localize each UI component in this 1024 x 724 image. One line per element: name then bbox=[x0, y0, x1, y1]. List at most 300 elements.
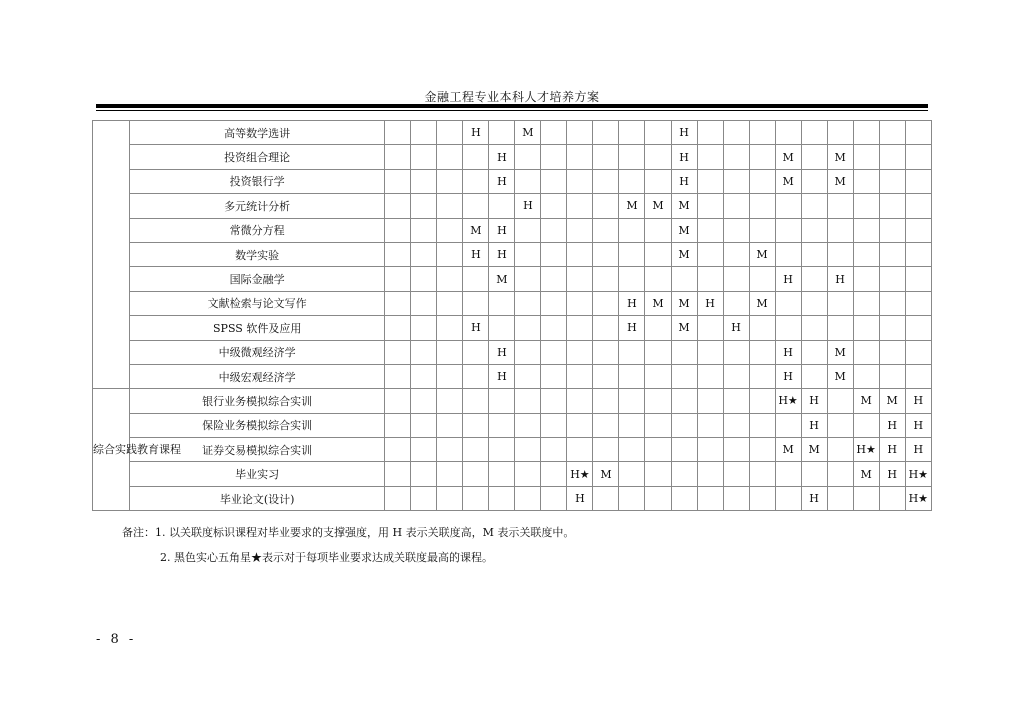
relevance-cell bbox=[775, 413, 801, 437]
relevance-cell bbox=[723, 218, 749, 242]
table-row bbox=[93, 413, 932, 437]
relevance-cell bbox=[515, 364, 541, 388]
relevance-cell bbox=[645, 218, 671, 242]
relevance-cell bbox=[385, 291, 411, 315]
relevance-cell bbox=[593, 413, 619, 437]
relevance-cell bbox=[619, 145, 645, 169]
relevance-cell bbox=[593, 389, 619, 413]
relevance-cell: H bbox=[801, 413, 827, 437]
relevance-cell: H bbox=[463, 242, 489, 266]
relevance-cell bbox=[541, 194, 567, 218]
relevance-cell bbox=[853, 121, 879, 145]
relevance-cell bbox=[541, 242, 567, 266]
relevance-cell: H★ bbox=[853, 438, 879, 462]
relevance-cell bbox=[671, 438, 697, 462]
relevance-cell bbox=[775, 121, 801, 145]
relevance-cell bbox=[411, 413, 437, 437]
relevance-cell bbox=[437, 121, 463, 145]
relevance-cell bbox=[411, 145, 437, 169]
relevance-cell bbox=[697, 267, 723, 291]
relevance-cell bbox=[723, 121, 749, 145]
course-name-cell: 银行业务模拟综合实训 bbox=[130, 389, 385, 413]
relevance-cell bbox=[411, 340, 437, 364]
relevance-cell bbox=[619, 267, 645, 291]
relevance-cell bbox=[463, 194, 489, 218]
relevance-cell bbox=[905, 169, 931, 193]
relevance-cell bbox=[411, 194, 437, 218]
relevance-cell bbox=[463, 145, 489, 169]
relevance-cell: H bbox=[905, 438, 931, 462]
relevance-cell bbox=[515, 145, 541, 169]
category-cell bbox=[93, 121, 130, 389]
relevance-cell bbox=[801, 218, 827, 242]
relevance-cell bbox=[567, 316, 593, 340]
relevance-cell bbox=[411, 218, 437, 242]
relevance-cell bbox=[593, 218, 619, 242]
relevance-cell bbox=[515, 218, 541, 242]
relevance-cell bbox=[801, 169, 827, 193]
relevance-cell bbox=[437, 145, 463, 169]
relevance-cell bbox=[749, 267, 775, 291]
relevance-cell bbox=[723, 389, 749, 413]
relevance-cell bbox=[827, 121, 853, 145]
relevance-cell: M bbox=[671, 218, 697, 242]
relevance-cell bbox=[593, 438, 619, 462]
relevance-cell bbox=[411, 486, 437, 510]
table-row bbox=[93, 267, 932, 291]
relevance-cell: H bbox=[489, 218, 515, 242]
header-rule-thin bbox=[96, 110, 928, 111]
relevance-cell: H★ bbox=[775, 389, 801, 413]
relevance-cell bbox=[385, 218, 411, 242]
relevance-cell bbox=[567, 291, 593, 315]
relevance-cell bbox=[489, 486, 515, 510]
relevance-cell: H bbox=[463, 316, 489, 340]
relevance-cell: M bbox=[879, 389, 905, 413]
relevance-cell bbox=[385, 462, 411, 486]
relevance-cell bbox=[489, 121, 515, 145]
relevance-cell: H bbox=[489, 169, 515, 193]
relevance-cell bbox=[593, 242, 619, 266]
table-row bbox=[93, 121, 932, 145]
relevance-cell bbox=[749, 462, 775, 486]
course-name-cell: 保险业务模拟综合实训 bbox=[130, 413, 385, 437]
relevance-cell: H bbox=[489, 340, 515, 364]
relevance-cell bbox=[463, 438, 489, 462]
relevance-cell bbox=[853, 291, 879, 315]
relevance-cell bbox=[697, 316, 723, 340]
relevance-cell bbox=[541, 169, 567, 193]
relevance-cell bbox=[879, 145, 905, 169]
course-name-cell: 中级微观经济学 bbox=[130, 340, 385, 364]
relevance-cell bbox=[853, 169, 879, 193]
relevance-cell bbox=[593, 486, 619, 510]
relevance-cell bbox=[541, 389, 567, 413]
relevance-cell bbox=[489, 291, 515, 315]
table-row bbox=[93, 242, 932, 266]
relevance-cell bbox=[905, 316, 931, 340]
relevance-cell bbox=[619, 169, 645, 193]
relevance-cell bbox=[541, 121, 567, 145]
relevance-cell bbox=[567, 194, 593, 218]
relevance-cell bbox=[645, 169, 671, 193]
relevance-cell bbox=[723, 291, 749, 315]
page-number: - 8 - bbox=[96, 632, 137, 647]
relevance-cell bbox=[385, 194, 411, 218]
notes bbox=[122, 520, 574, 570]
relevance-cell bbox=[645, 413, 671, 437]
relevance-cell bbox=[645, 145, 671, 169]
relevance-cell: H bbox=[489, 364, 515, 388]
relevance-cell bbox=[879, 340, 905, 364]
relevance-cell bbox=[749, 194, 775, 218]
relevance-cell bbox=[515, 242, 541, 266]
relevance-cell bbox=[541, 291, 567, 315]
table-row bbox=[93, 462, 932, 486]
relevance-cell bbox=[411, 389, 437, 413]
relevance-cell bbox=[879, 121, 905, 145]
relevance-cell: M bbox=[749, 242, 775, 266]
relevance-cell bbox=[411, 169, 437, 193]
relevance-cell bbox=[541, 316, 567, 340]
relevance-cell bbox=[411, 267, 437, 291]
relevance-cell: M bbox=[671, 291, 697, 315]
relevance-cell: M bbox=[489, 267, 515, 291]
relevance-cell bbox=[775, 291, 801, 315]
table-row bbox=[93, 218, 932, 242]
relevance-cell: M bbox=[645, 291, 671, 315]
relevance-cell bbox=[437, 364, 463, 388]
relevance-cell bbox=[879, 267, 905, 291]
relevance-cell bbox=[593, 316, 619, 340]
relevance-cell bbox=[463, 340, 489, 364]
relevance-cell: H bbox=[671, 121, 697, 145]
table-row bbox=[93, 145, 932, 169]
relevance-cell bbox=[385, 121, 411, 145]
relevance-cell bbox=[775, 242, 801, 266]
relevance-cell bbox=[437, 413, 463, 437]
relevance-cell bbox=[411, 364, 437, 388]
relevance-cell: H bbox=[879, 462, 905, 486]
relevance-cell: M bbox=[463, 218, 489, 242]
relevance-cell bbox=[411, 438, 437, 462]
relevance-cell: M bbox=[775, 145, 801, 169]
relevance-cell bbox=[463, 267, 489, 291]
relevance-cell bbox=[723, 340, 749, 364]
relevance-cell bbox=[749, 486, 775, 510]
relevance-cell bbox=[775, 218, 801, 242]
note-2: 2. 黑色实心五角星★表示对于每项毕业要求达成关联度最高的课程。 bbox=[160, 551, 493, 564]
relevance-cell bbox=[827, 462, 853, 486]
relevance-cell: M bbox=[775, 438, 801, 462]
relevance-cell bbox=[801, 340, 827, 364]
relevance-cell bbox=[593, 340, 619, 364]
relevance-cell bbox=[749, 316, 775, 340]
relevance-cell bbox=[905, 145, 931, 169]
relevance-cell bbox=[801, 267, 827, 291]
relevance-cell: H bbox=[697, 291, 723, 315]
relevance-cell bbox=[645, 486, 671, 510]
relevance-cell: M bbox=[619, 194, 645, 218]
relevance-cell bbox=[697, 169, 723, 193]
relevance-cell: H bbox=[879, 413, 905, 437]
relevance-cell bbox=[489, 462, 515, 486]
relevance-cell bbox=[515, 462, 541, 486]
relevance-cell bbox=[879, 218, 905, 242]
relevance-cell bbox=[853, 242, 879, 266]
note-1: 备注：1. 以关联度标识课程对毕业要求的支撑强度，用 H 表示关联度高，M 表示关联度中。 bbox=[122, 526, 575, 539]
table-row bbox=[93, 291, 932, 315]
relevance-cell bbox=[515, 291, 541, 315]
relevance-cell bbox=[489, 194, 515, 218]
relevance-cell bbox=[437, 218, 463, 242]
relevance-cell: H bbox=[463, 121, 489, 145]
relevance-cell bbox=[827, 316, 853, 340]
relevance-cell bbox=[385, 486, 411, 510]
relevance-cell: H bbox=[567, 486, 593, 510]
relevance-cell: H bbox=[619, 316, 645, 340]
relevance-cell bbox=[541, 438, 567, 462]
relevance-cell bbox=[827, 218, 853, 242]
course-name-cell: 国际金融学 bbox=[130, 267, 385, 291]
relevance-cell: H bbox=[775, 267, 801, 291]
relevance-cell bbox=[567, 340, 593, 364]
relevance-cell bbox=[411, 462, 437, 486]
relevance-cell bbox=[723, 169, 749, 193]
relevance-cell bbox=[515, 486, 541, 510]
relevance-cell bbox=[801, 121, 827, 145]
table-row bbox=[93, 169, 932, 193]
relevance-cell bbox=[879, 316, 905, 340]
relevance-cell bbox=[879, 486, 905, 510]
relevance-cell bbox=[437, 316, 463, 340]
relevance-cell bbox=[645, 242, 671, 266]
relevance-cell bbox=[879, 194, 905, 218]
relevance-cell bbox=[827, 486, 853, 510]
relevance-cell: H bbox=[671, 145, 697, 169]
relevance-cell: M bbox=[827, 145, 853, 169]
course-name-cell: 毕业论文(设计) bbox=[130, 486, 385, 510]
relevance-cell: H bbox=[905, 413, 931, 437]
relevance-cell bbox=[593, 169, 619, 193]
relevance-cell bbox=[801, 364, 827, 388]
relevance-cell bbox=[541, 486, 567, 510]
course-name-cell: SPSS 软件及应用 bbox=[130, 316, 385, 340]
relevance-cell: M bbox=[515, 121, 541, 145]
relevance-cell bbox=[567, 364, 593, 388]
relevance-cell bbox=[905, 340, 931, 364]
relevance-cell bbox=[827, 291, 853, 315]
relevance-cell: H bbox=[489, 242, 515, 266]
relevance-cell: M bbox=[749, 291, 775, 315]
relevance-cell bbox=[567, 169, 593, 193]
relevance-cell: M bbox=[671, 194, 697, 218]
relevance-cell bbox=[515, 169, 541, 193]
relevance-cell bbox=[905, 218, 931, 242]
relevance-cell: H bbox=[801, 389, 827, 413]
relevance-cell: M bbox=[671, 242, 697, 266]
relevance-cell bbox=[697, 121, 723, 145]
relevance-cell bbox=[645, 462, 671, 486]
relevance-cell bbox=[853, 316, 879, 340]
relevance-cell bbox=[593, 364, 619, 388]
relevance-cell bbox=[801, 194, 827, 218]
relevance-cell: M bbox=[801, 438, 827, 462]
relevance-cell bbox=[463, 389, 489, 413]
relevance-cell: H bbox=[801, 486, 827, 510]
relevance-cell bbox=[437, 340, 463, 364]
relevance-cell bbox=[853, 218, 879, 242]
relevance-cell bbox=[697, 340, 723, 364]
relevance-cell: M bbox=[827, 364, 853, 388]
relevance-cell bbox=[489, 389, 515, 413]
relevance-cell bbox=[541, 267, 567, 291]
relevance-cell bbox=[385, 389, 411, 413]
relevance-cell bbox=[801, 291, 827, 315]
relevance-cell: H bbox=[723, 316, 749, 340]
course-name-cell: 毕业实习 bbox=[130, 462, 385, 486]
relevance-cell bbox=[489, 438, 515, 462]
relevance-cell bbox=[723, 242, 749, 266]
relevance-cell bbox=[567, 438, 593, 462]
relevance-cell bbox=[697, 194, 723, 218]
relevance-cell bbox=[671, 413, 697, 437]
relevance-cell bbox=[697, 438, 723, 462]
relevance-cell bbox=[723, 486, 749, 510]
relevance-cell bbox=[437, 169, 463, 193]
relevance-cell bbox=[645, 389, 671, 413]
relevance-cell bbox=[801, 145, 827, 169]
relevance-cell bbox=[463, 291, 489, 315]
relevance-cell bbox=[853, 267, 879, 291]
relevance-cell bbox=[879, 291, 905, 315]
course-name-cell: 文献检索与论文写作 bbox=[130, 291, 385, 315]
table-row bbox=[93, 389, 932, 413]
relevance-cell bbox=[645, 121, 671, 145]
relevance-cell bbox=[827, 194, 853, 218]
relevance-cell bbox=[385, 242, 411, 266]
relevance-cell bbox=[905, 364, 931, 388]
relevance-cell bbox=[515, 340, 541, 364]
relevance-cell bbox=[879, 242, 905, 266]
relevance-cell: H bbox=[619, 291, 645, 315]
relevance-cell bbox=[905, 121, 931, 145]
relevance-cell bbox=[697, 242, 723, 266]
relevance-cell bbox=[827, 413, 853, 437]
relevance-cell: M bbox=[827, 340, 853, 364]
relevance-cell bbox=[619, 242, 645, 266]
table-row bbox=[93, 316, 932, 340]
relevance-cell bbox=[593, 267, 619, 291]
relevance-cell bbox=[437, 438, 463, 462]
relevance-cell bbox=[437, 242, 463, 266]
relevance-cell bbox=[515, 267, 541, 291]
relevance-cell bbox=[437, 291, 463, 315]
relevance-cell bbox=[723, 267, 749, 291]
relevance-cell bbox=[385, 364, 411, 388]
relevance-cell bbox=[437, 486, 463, 510]
relevance-cell bbox=[385, 145, 411, 169]
relevance-cell: M bbox=[645, 194, 671, 218]
relevance-cell bbox=[593, 145, 619, 169]
relevance-cell bbox=[619, 486, 645, 510]
relevance-cell bbox=[515, 413, 541, 437]
relevance-cell bbox=[749, 121, 775, 145]
course-requirement-matrix bbox=[92, 120, 932, 511]
relevance-cell bbox=[515, 316, 541, 340]
relevance-cell bbox=[827, 389, 853, 413]
relevance-cell: M bbox=[671, 316, 697, 340]
relevance-cell bbox=[437, 194, 463, 218]
relevance-cell bbox=[853, 145, 879, 169]
relevance-cell bbox=[905, 291, 931, 315]
relevance-cell: M bbox=[827, 169, 853, 193]
relevance-cell bbox=[671, 364, 697, 388]
relevance-cell bbox=[541, 218, 567, 242]
relevance-cell bbox=[827, 242, 853, 266]
relevance-cell bbox=[853, 413, 879, 437]
course-name-cell: 数学实验 bbox=[130, 242, 385, 266]
relevance-cell bbox=[749, 340, 775, 364]
relevance-cell bbox=[645, 364, 671, 388]
relevance-cell bbox=[541, 364, 567, 388]
relevance-cell: H bbox=[905, 389, 931, 413]
relevance-cell bbox=[905, 194, 931, 218]
relevance-cell bbox=[697, 389, 723, 413]
relevance-cell bbox=[697, 218, 723, 242]
relevance-cell: M bbox=[853, 462, 879, 486]
page-header-title: 金融工程专业本科人才培养方案 bbox=[424, 90, 600, 104]
relevance-cell bbox=[411, 291, 437, 315]
relevance-cell bbox=[697, 145, 723, 169]
relevance-cell: H bbox=[671, 169, 697, 193]
relevance-cell: M bbox=[853, 389, 879, 413]
relevance-cell bbox=[619, 413, 645, 437]
relevance-cell bbox=[827, 438, 853, 462]
relevance-cell: H bbox=[827, 267, 853, 291]
relevance-cell: H bbox=[879, 438, 905, 462]
table-row bbox=[93, 340, 932, 364]
header-rule-thick bbox=[96, 104, 928, 108]
relevance-cell bbox=[749, 145, 775, 169]
relevance-cell bbox=[671, 340, 697, 364]
category-cell: 综合实践教育课程 bbox=[93, 389, 130, 511]
relevance-cell bbox=[541, 462, 567, 486]
relevance-cell bbox=[619, 389, 645, 413]
relevance-cell bbox=[905, 267, 931, 291]
relevance-cell bbox=[801, 242, 827, 266]
relevance-cell bbox=[463, 413, 489, 437]
course-name-cell: 多元统计分析 bbox=[130, 194, 385, 218]
relevance-cell bbox=[593, 121, 619, 145]
relevance-cell bbox=[905, 242, 931, 266]
relevance-cell bbox=[541, 340, 567, 364]
relevance-cell bbox=[671, 267, 697, 291]
relevance-cell bbox=[775, 194, 801, 218]
relevance-cell: H bbox=[775, 364, 801, 388]
relevance-cell bbox=[879, 364, 905, 388]
relevance-cell bbox=[749, 169, 775, 193]
relevance-cell bbox=[879, 169, 905, 193]
relevance-cell bbox=[619, 364, 645, 388]
relevance-cell bbox=[775, 486, 801, 510]
relevance-cell: H bbox=[515, 194, 541, 218]
relevance-cell bbox=[749, 413, 775, 437]
table-row bbox=[93, 364, 932, 388]
relevance-cell bbox=[385, 316, 411, 340]
relevance-cell bbox=[619, 438, 645, 462]
relevance-cell bbox=[801, 316, 827, 340]
